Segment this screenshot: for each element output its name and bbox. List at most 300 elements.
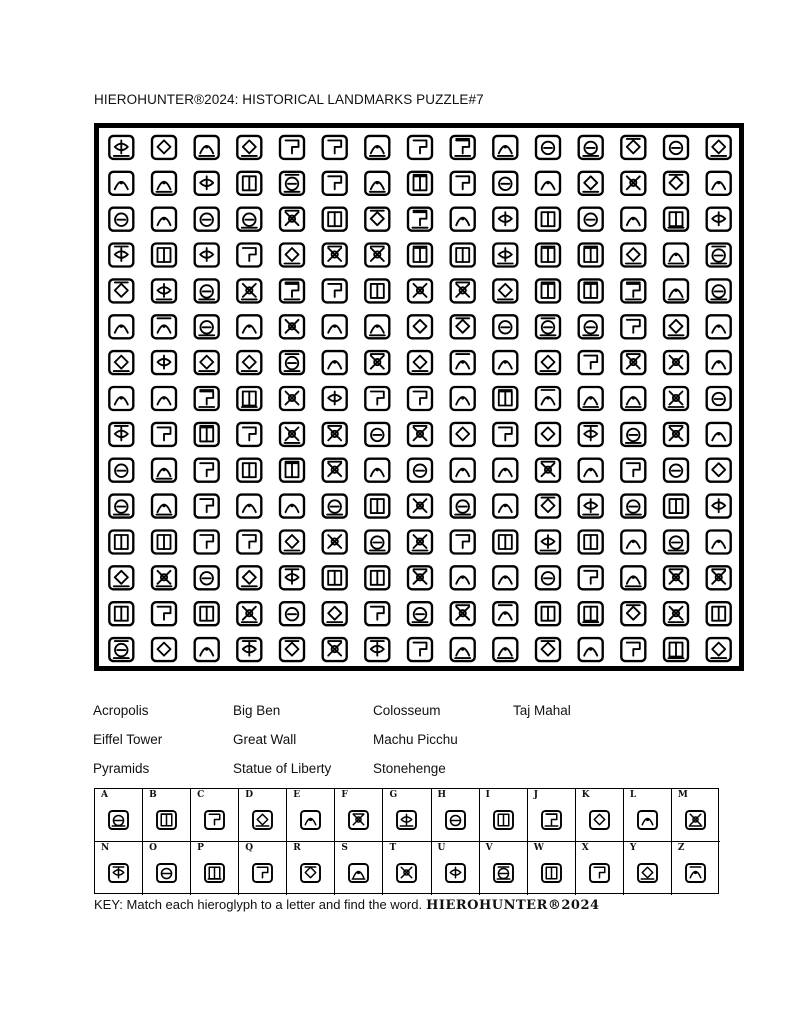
grid-glyph[interactable] — [579, 208, 603, 231]
grid-glyph[interactable] — [152, 638, 176, 661]
key-glyph-icon — [396, 809, 418, 831]
grid-glyph[interactable] — [536, 531, 560, 554]
grid-glyph[interactable] — [579, 387, 603, 410]
key-letter: O — [149, 843, 157, 853]
grid-glyph[interactable] — [109, 459, 133, 482]
grid-glyph[interactable] — [323, 423, 347, 446]
key-letter: S — [341, 843, 348, 853]
grid-glyph[interactable] — [451, 566, 475, 589]
grid-glyph[interactable] — [152, 602, 176, 625]
grid-glyph[interactable] — [536, 387, 560, 410]
grid-glyph[interactable] — [621, 531, 645, 554]
grid-glyph[interactable] — [152, 244, 176, 267]
key-cell — [672, 789, 720, 842]
grid-glyph[interactable] — [621, 315, 645, 338]
grid-glyph[interactable] — [493, 136, 517, 159]
word-item: Statue of Liberty — [233, 761, 332, 776]
grid-glyph[interactable] — [152, 136, 176, 159]
grid-glyph[interactable] — [493, 531, 517, 554]
key-letter: T — [389, 843, 397, 853]
key-cell — [624, 842, 672, 895]
grid-glyph[interactable] — [109, 602, 133, 625]
grid-glyph[interactable] — [707, 208, 731, 231]
key-letter: L — [629, 790, 637, 800]
grid-glyph[interactable] — [195, 279, 219, 302]
grid-glyph[interactable] — [579, 136, 603, 159]
grid-glyph[interactable] — [664, 208, 688, 231]
grid-glyph[interactable] — [365, 315, 389, 338]
grid-glyph[interactable] — [493, 387, 517, 410]
grid-glyph[interactable] — [237, 459, 261, 482]
grid-glyph[interactable] — [365, 566, 389, 589]
grid-glyph[interactable] — [664, 387, 688, 410]
grid-glyph[interactable] — [237, 136, 261, 159]
grid-glyph[interactable] — [493, 279, 517, 302]
grid-glyph[interactable] — [621, 279, 645, 302]
grid-glyph[interactable] — [664, 459, 688, 482]
grid-glyph[interactable] — [579, 638, 603, 661]
grid-glyph[interactable] — [280, 531, 304, 554]
grid-glyph[interactable] — [707, 279, 731, 302]
word-item: Colosseum — [373, 703, 441, 718]
grid-glyph[interactable] — [109, 387, 133, 410]
key-letter: M — [677, 790, 688, 800]
grid-glyph[interactable] — [451, 244, 475, 267]
grid-glyph[interactable] — [451, 638, 475, 661]
key-cell — [287, 842, 335, 895]
key-letter: P — [197, 843, 204, 853]
grid-glyph[interactable] — [237, 208, 261, 231]
grid-glyph[interactable] — [237, 531, 261, 554]
key-cell — [624, 789, 672, 842]
grid-glyph[interactable] — [664, 602, 688, 625]
grid-glyph[interactable] — [280, 423, 304, 446]
grid-glyph[interactable] — [707, 172, 731, 195]
key-cell — [480, 789, 528, 842]
grid-glyph[interactable] — [109, 495, 133, 518]
grid-glyph[interactable] — [237, 387, 261, 410]
grid-glyph[interactable] — [493, 566, 517, 589]
key-glyph-icon — [685, 809, 707, 831]
grid-glyph[interactable] — [152, 531, 176, 554]
grid-glyph[interactable] — [365, 279, 389, 302]
grid-glyph[interactable] — [195, 531, 219, 554]
grid-glyph[interactable] — [579, 566, 603, 589]
grid-glyph[interactable] — [707, 602, 731, 625]
grid-glyph[interactable] — [579, 495, 603, 518]
key-letter: K — [581, 790, 590, 800]
grid-glyph[interactable] — [237, 315, 261, 338]
grid-glyph[interactable] — [152, 566, 176, 589]
grid-glyph[interactable] — [365, 602, 389, 625]
grid-glyph[interactable] — [493, 208, 517, 231]
puzzle-grid — [94, 123, 744, 671]
grid-glyph[interactable] — [365, 244, 389, 267]
grid-glyph[interactable] — [365, 136, 389, 159]
grid-glyph[interactable] — [365, 172, 389, 195]
key-glyph-icon — [108, 809, 130, 831]
grid-glyph[interactable] — [707, 351, 731, 374]
grid-glyph[interactable] — [621, 136, 645, 159]
key-cell — [480, 842, 528, 895]
grid-glyph[interactable] — [451, 208, 475, 231]
grid-glyph[interactable] — [707, 136, 731, 159]
grid-glyph[interactable] — [707, 315, 731, 338]
grid-glyph[interactable] — [536, 315, 560, 338]
grid-glyph[interactable] — [237, 566, 261, 589]
grid-glyph[interactable] — [579, 531, 603, 554]
grid-glyph[interactable] — [195, 315, 219, 338]
grid-glyph[interactable] — [109, 351, 133, 374]
grid-glyph[interactable] — [280, 387, 304, 410]
grid-glyph[interactable] — [408, 244, 432, 267]
grid-glyph[interactable] — [280, 602, 304, 625]
grid-glyph[interactable] — [579, 459, 603, 482]
grid-glyph[interactable] — [195, 387, 219, 410]
grid-glyph[interactable] — [323, 244, 347, 267]
grid-glyph[interactable] — [664, 315, 688, 338]
word-item: Taj Mahal — [513, 703, 571, 718]
grid-glyph[interactable] — [280, 172, 304, 195]
key-cell — [576, 789, 624, 842]
grid-glyph[interactable] — [621, 423, 645, 446]
key-glyph-icon — [396, 862, 418, 884]
key-letter: F — [341, 790, 348, 800]
grid-glyph[interactable] — [408, 423, 432, 446]
key-cell — [287, 789, 335, 842]
grid-glyph[interactable] — [195, 495, 219, 518]
key-cell — [383, 789, 431, 842]
key-cell — [576, 842, 624, 895]
grid-glyph[interactable] — [237, 172, 261, 195]
grid-glyph[interactable] — [237, 351, 261, 374]
key-letter: E — [293, 790, 301, 800]
key-glyph-icon — [493, 809, 515, 831]
grid-glyph[interactable] — [365, 208, 389, 231]
grid-glyph[interactable] — [664, 136, 688, 159]
grid-glyph[interactable] — [280, 315, 304, 338]
grid-glyph[interactable] — [664, 279, 688, 302]
grid-glyph[interactable] — [707, 459, 731, 482]
grid-glyph[interactable] — [408, 638, 432, 661]
grid-glyph[interactable] — [109, 244, 133, 267]
grid-glyph[interactable] — [195, 172, 219, 195]
grid-glyph[interactable] — [152, 351, 176, 374]
grid-glyph[interactable] — [109, 531, 133, 554]
grid-glyph[interactable] — [451, 423, 475, 446]
grid-glyph[interactable] — [237, 279, 261, 302]
grid-glyph[interactable] — [621, 351, 645, 374]
grid-glyph[interactable] — [365, 531, 389, 554]
grid-glyph[interactable] — [621, 208, 645, 231]
grid-glyph[interactable] — [237, 638, 261, 661]
grid-glyph[interactable] — [579, 602, 603, 625]
key-letter: Q — [245, 843, 254, 853]
key-cell — [672, 842, 720, 895]
grid-glyph[interactable] — [621, 387, 645, 410]
grid-glyph[interactable] — [109, 423, 133, 446]
key-glyph-icon — [204, 809, 226, 831]
grid-glyph[interactable] — [195, 459, 219, 482]
key-glyph-icon — [252, 862, 274, 884]
key-letter: R — [293, 843, 301, 853]
grid-glyph[interactable] — [109, 315, 133, 338]
grid-glyph[interactable] — [493, 602, 517, 625]
grid-glyph[interactable] — [408, 279, 432, 302]
grid-glyph[interactable] — [237, 244, 261, 267]
grid-glyph[interactable] — [664, 495, 688, 518]
grid-glyph[interactable] — [323, 531, 347, 554]
grid-glyph[interactable] — [323, 459, 347, 482]
grid-glyph[interactable] — [280, 495, 304, 518]
grid-glyph[interactable] — [493, 423, 517, 446]
grid-glyph[interactable] — [365, 423, 389, 446]
key-cell — [432, 789, 480, 842]
grid-glyph[interactable] — [408, 531, 432, 554]
grid-glyph[interactable] — [579, 423, 603, 446]
word-item: Great Wall — [233, 732, 297, 747]
grid-glyph[interactable] — [195, 244, 219, 267]
grid-glyph[interactable] — [493, 172, 517, 195]
key-letter: W — [533, 843, 544, 853]
key-letter: B — [149, 790, 157, 800]
grid-glyph[interactable] — [664, 531, 688, 554]
grid-glyph[interactable] — [152, 279, 176, 302]
grid-glyph[interactable] — [451, 172, 475, 195]
grid-glyph[interactable] — [408, 136, 432, 159]
grid-glyph[interactable] — [579, 315, 603, 338]
grid-glyph[interactable] — [152, 387, 176, 410]
grid-glyph[interactable] — [664, 423, 688, 446]
grid-glyph[interactable] — [493, 351, 517, 374]
grid-glyph[interactable] — [408, 387, 432, 410]
key-glyph-icon — [541, 862, 563, 884]
grid-glyph[interactable] — [707, 495, 731, 518]
grid-glyph[interactable] — [493, 638, 517, 661]
key-glyph-icon — [589, 809, 611, 831]
grid-glyph[interactable] — [323, 638, 347, 661]
grid-glyph[interactable] — [536, 602, 560, 625]
grid-glyph[interactable] — [536, 459, 560, 482]
grid-glyph[interactable] — [579, 244, 603, 267]
grid-glyph[interactable] — [493, 244, 517, 267]
word-item: Eiffel Tower — [93, 732, 163, 747]
grid-glyph[interactable] — [152, 495, 176, 518]
key-glyph-icon — [252, 809, 274, 831]
grid-glyph[interactable] — [152, 172, 176, 195]
grid-glyph[interactable] — [237, 423, 261, 446]
word-item: Big Ben — [233, 703, 281, 718]
grid-glyph[interactable] — [493, 495, 517, 518]
grid-glyph[interactable] — [280, 351, 304, 374]
key-cell — [95, 789, 143, 842]
grid-glyph[interactable] — [536, 208, 560, 231]
grid-glyph[interactable] — [109, 638, 133, 661]
grid-glyph[interactable] — [280, 638, 304, 661]
grid-glyph[interactable] — [408, 495, 432, 518]
grid-glyph[interactable] — [621, 495, 645, 518]
key-cell — [95, 842, 143, 895]
key-cell — [528, 789, 576, 842]
key-letter: H — [437, 790, 447, 800]
grid-glyph[interactable] — [109, 208, 133, 231]
grid-glyph[interactable] — [451, 531, 475, 554]
grid-glyph[interactable] — [323, 566, 347, 589]
grid-glyph[interactable] — [536, 495, 560, 518]
grid-glyph[interactable] — [579, 351, 603, 374]
grid-glyph[interactable] — [195, 351, 219, 374]
key-cell — [335, 789, 383, 842]
grid-glyph[interactable] — [365, 495, 389, 518]
key-letter: N — [101, 843, 110, 853]
word-item: Stonehenge — [373, 761, 446, 776]
grid-glyph[interactable] — [451, 387, 475, 410]
grid-glyph[interactable] — [664, 172, 688, 195]
grid-glyph[interactable] — [451, 351, 475, 374]
key-glyph-icon — [445, 809, 467, 831]
grid-glyph[interactable] — [536, 423, 560, 446]
key-letter: C — [197, 790, 205, 800]
grid-glyph[interactable] — [536, 172, 560, 195]
grid-glyph[interactable] — [408, 208, 432, 231]
grid-glyph[interactable] — [408, 351, 432, 374]
grid-glyph[interactable] — [536, 279, 560, 302]
grid-glyph[interactable] — [323, 315, 347, 338]
key-letter: G — [389, 790, 398, 800]
grid-glyph[interactable] — [195, 423, 219, 446]
key-cell — [239, 842, 287, 895]
grid-glyph[interactable] — [109, 136, 133, 159]
grid-glyph[interactable] — [152, 315, 176, 338]
grid-glyph[interactable] — [323, 208, 347, 231]
key-letter: A — [101, 790, 108, 800]
grid-glyph[interactable] — [323, 172, 347, 195]
grid-glyph[interactable] — [621, 602, 645, 625]
grid-glyph[interactable] — [536, 566, 560, 589]
grid-glyph[interactable] — [451, 459, 475, 482]
key-cell — [239, 789, 287, 842]
grid-glyph[interactable] — [664, 566, 688, 589]
word-item: Machu Picchu — [373, 732, 458, 747]
grid-glyph[interactable] — [365, 351, 389, 374]
grid-glyph[interactable] — [237, 495, 261, 518]
grid-glyph[interactable] — [621, 638, 645, 661]
grid-glyph[interactable] — [323, 136, 347, 159]
key-letter: V — [485, 843, 493, 853]
grid-glyph[interactable] — [365, 459, 389, 482]
grid-glyph[interactable] — [451, 315, 475, 338]
grid-glyph[interactable] — [280, 279, 304, 302]
grid-glyph[interactable] — [408, 459, 432, 482]
grid-glyph[interactable] — [707, 531, 731, 554]
grid-glyph[interactable] — [451, 602, 475, 625]
grid-glyph[interactable] — [323, 279, 347, 302]
grid-glyph[interactable] — [152, 208, 176, 231]
grid-glyph[interactable] — [195, 638, 219, 661]
key-cell — [143, 789, 191, 842]
key-letter: U — [437, 843, 446, 853]
grid-glyph[interactable] — [408, 566, 432, 589]
grid-glyph[interactable] — [408, 172, 432, 195]
grid-glyph[interactable] — [621, 244, 645, 267]
grid-glyph[interactable] — [536, 351, 560, 374]
grid-glyph[interactable] — [579, 172, 603, 195]
grid-glyph[interactable] — [707, 387, 731, 410]
grid-glyph[interactable] — [195, 566, 219, 589]
grid-glyph[interactable] — [109, 172, 133, 195]
key-glyph-icon — [300, 809, 322, 831]
grid-glyph[interactable] — [621, 459, 645, 482]
grid-glyph[interactable] — [237, 602, 261, 625]
grid-glyph[interactable] — [707, 566, 731, 589]
grid-glyph[interactable] — [664, 351, 688, 374]
grid-glyph[interactable] — [664, 244, 688, 267]
grid-glyph[interactable] — [195, 136, 219, 159]
grid-glyph[interactable] — [323, 387, 347, 410]
key-glyph-icon — [637, 862, 659, 884]
grid-glyph[interactable] — [408, 602, 432, 625]
grid-glyph[interactable] — [536, 136, 560, 159]
key-cell — [335, 842, 383, 895]
grid-glyph[interactable] — [280, 244, 304, 267]
grid-glyph[interactable] — [451, 136, 475, 159]
key-glyph-icon — [108, 862, 130, 884]
grid-glyph[interactable] — [280, 136, 304, 159]
grid-glyph[interactable] — [536, 244, 560, 267]
key-glyph-icon — [156, 862, 178, 884]
grid-glyph[interactable] — [365, 638, 389, 661]
grid-glyph[interactable] — [195, 602, 219, 625]
grid-glyph[interactable] — [109, 279, 133, 302]
grid-glyph[interactable] — [280, 208, 304, 231]
grid-glyph[interactable] — [451, 279, 475, 302]
grid-glyph[interactable] — [323, 495, 347, 518]
key-cell — [191, 842, 239, 895]
key-glyph-icon — [589, 862, 611, 884]
grid-glyph[interactable] — [579, 279, 603, 302]
grid-glyph[interactable] — [109, 566, 133, 589]
grid-glyph[interactable] — [621, 566, 645, 589]
grid-glyph[interactable] — [195, 208, 219, 231]
grid-glyph[interactable] — [707, 423, 731, 446]
grid-glyph[interactable] — [536, 638, 560, 661]
key-letter: Z — [677, 843, 685, 853]
key-note-text: KEY: Match each hieroglyph to a letter and find the word. — [94, 897, 423, 912]
grid-glyph[interactable] — [621, 172, 645, 195]
word-item: Pyramids — [93, 761, 150, 776]
grid-glyph[interactable] — [707, 638, 731, 661]
grid-glyph[interactable] — [152, 459, 176, 482]
grid-glyph[interactable] — [280, 566, 304, 589]
grid-glyph[interactable] — [707, 244, 731, 267]
grid-glyph[interactable] — [493, 315, 517, 338]
grid-glyph[interactable] — [152, 423, 176, 446]
grid-glyph[interactable] — [493, 459, 517, 482]
grid-glyph[interactable] — [323, 351, 347, 374]
key-letter: J — [533, 790, 538, 800]
grid-glyph[interactable] — [664, 638, 688, 661]
key-glyph-icon — [493, 862, 515, 884]
key-glyph-icon — [204, 862, 226, 884]
grid-glyph[interactable] — [323, 602, 347, 625]
grid-glyph[interactable] — [280, 459, 304, 482]
brand-mark: HIEROHUNTER®2024 — [426, 898, 600, 913]
grid-glyph[interactable] — [408, 315, 432, 338]
grid-glyph[interactable] — [451, 495, 475, 518]
key-cell — [143, 842, 191, 895]
grid-glyph[interactable] — [365, 387, 389, 410]
key-glyph-icon — [541, 809, 563, 831]
